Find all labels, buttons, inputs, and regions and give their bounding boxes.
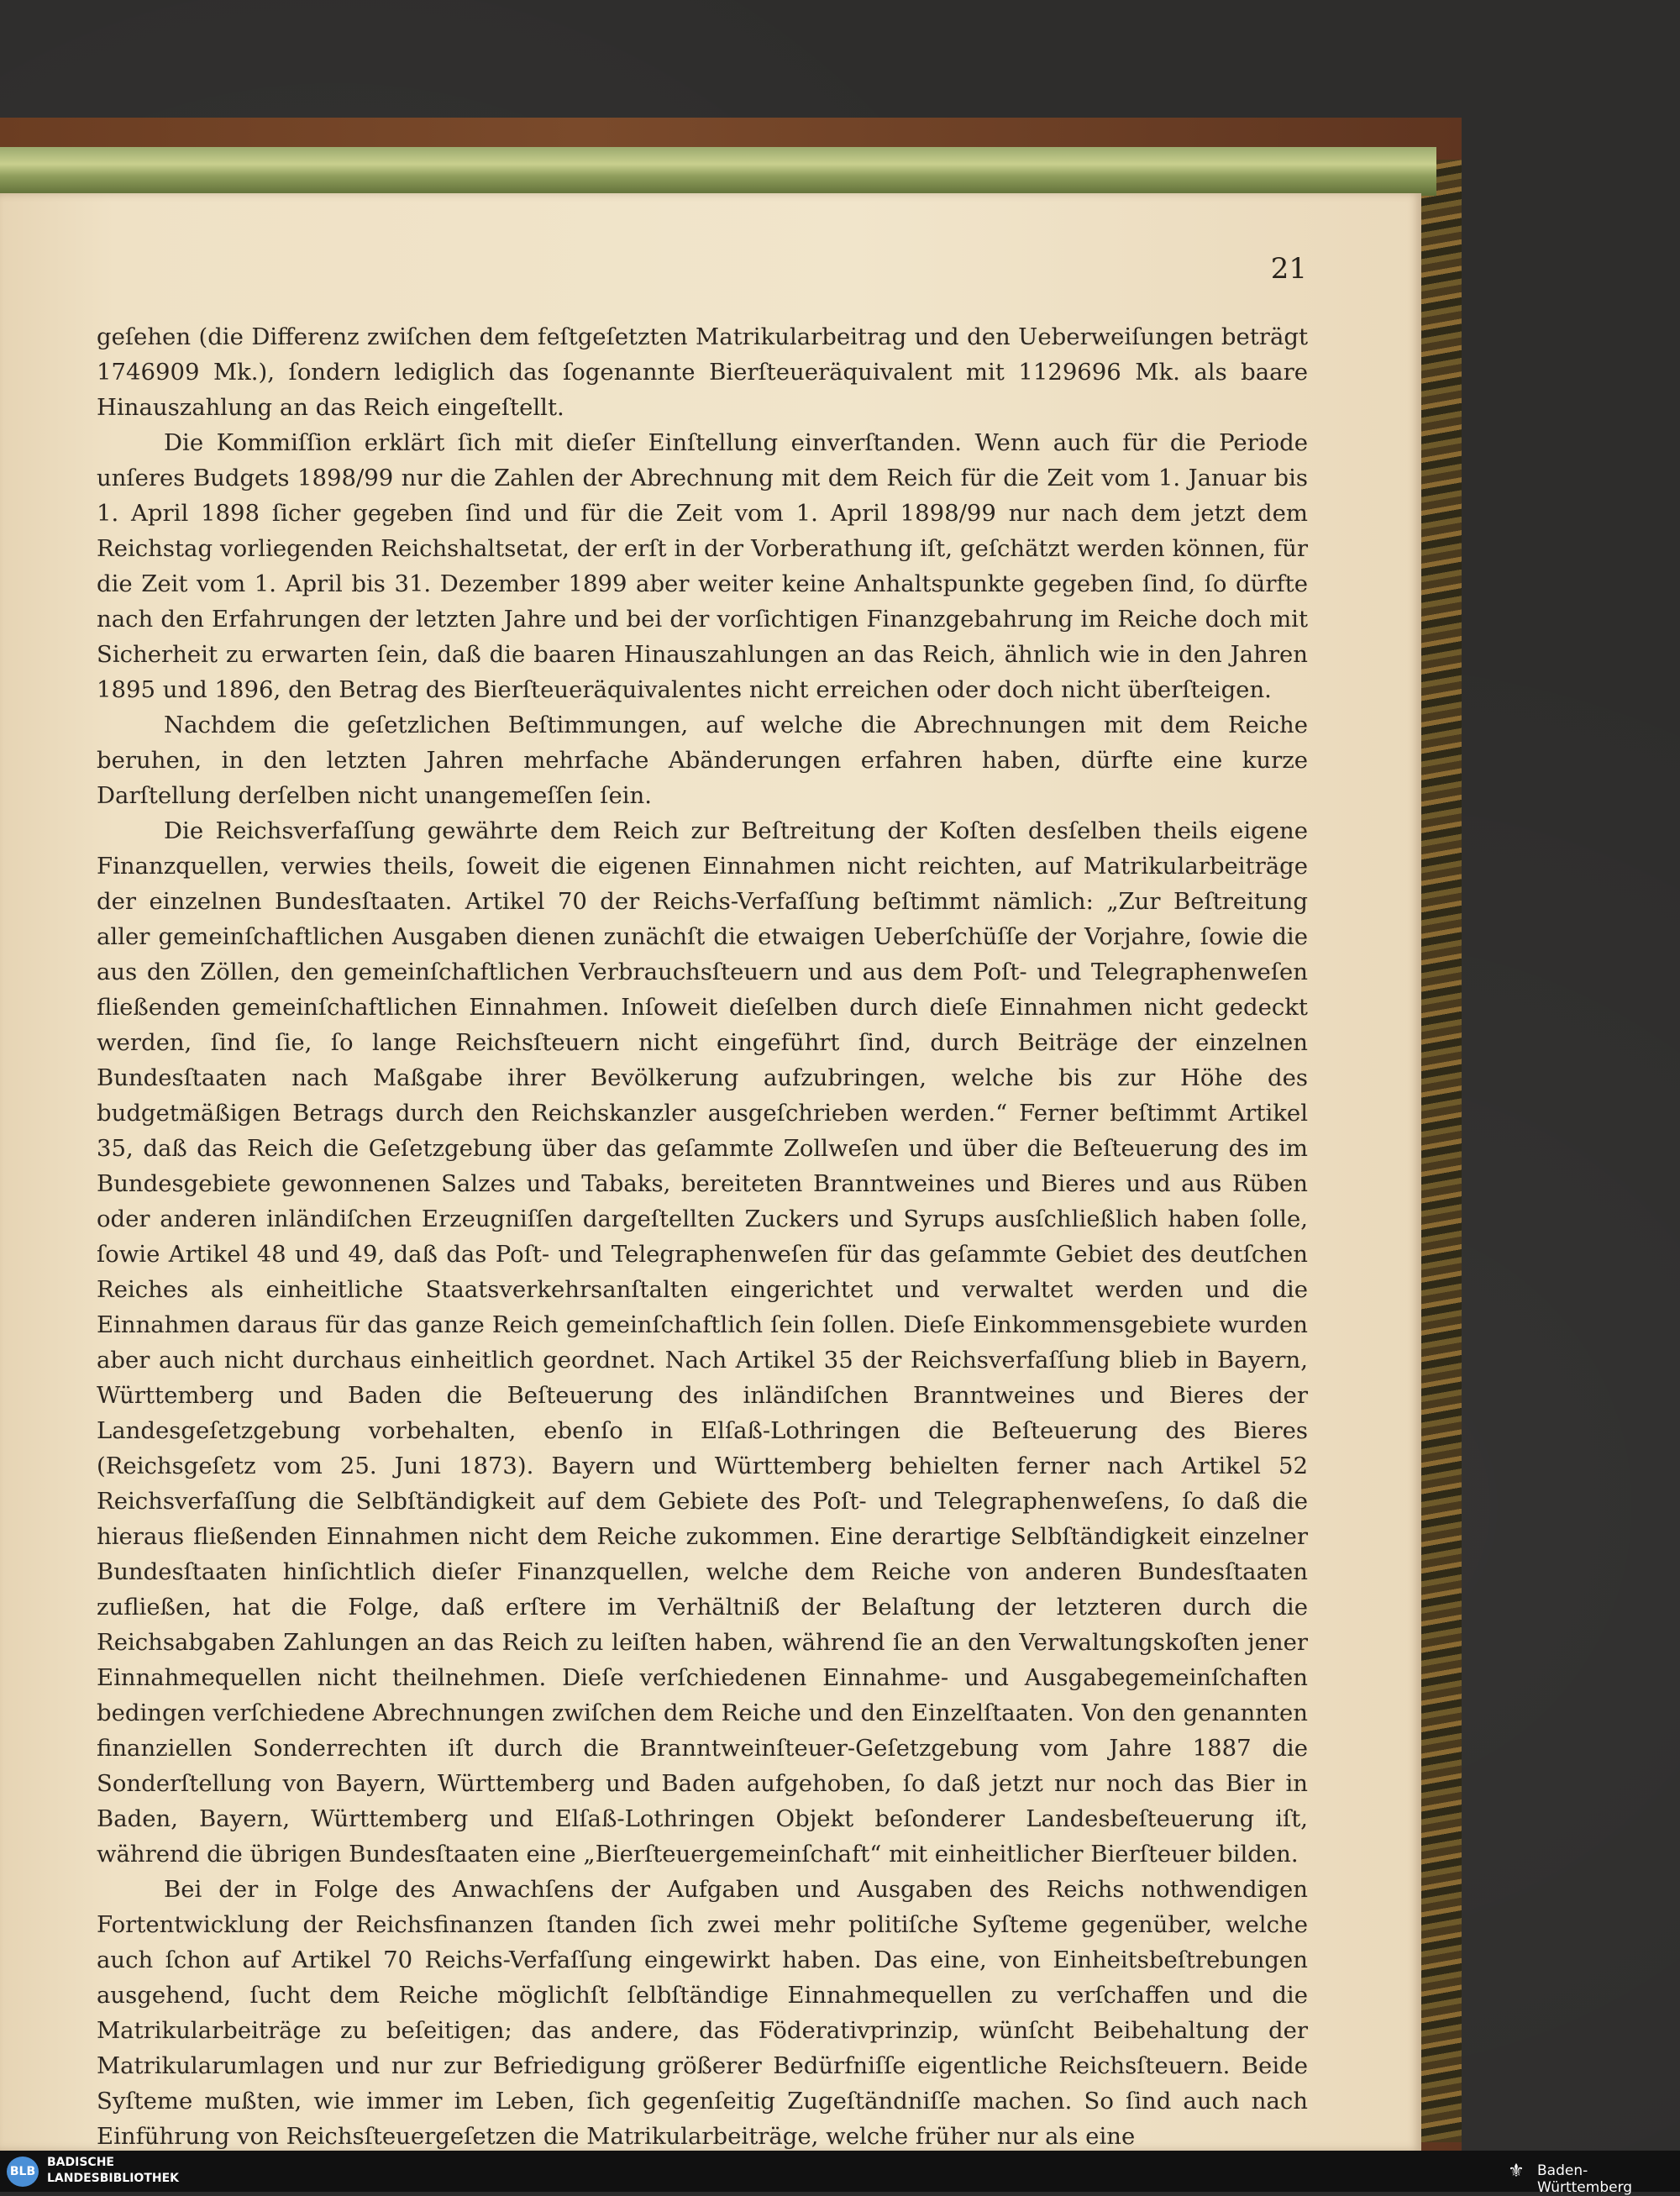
blb-logo[interactable]: BLB <box>7 2157 39 2187</box>
library-name <box>47 2155 179 2187</box>
marbled-page-edge <box>1420 160 1462 2142</box>
state-name[interactable]: Baden-Württemberg <box>1537 2162 1633 2196</box>
library-name-line2: LANDESBIBLIOTHEK <box>47 2172 180 2185</box>
library-name-line1: BADISCHE <box>47 2156 114 2169</box>
paragraph-1: geſehen (die Differenz zwiſchen dem feſtgeſetzten Matrikularbeitrag und den Ueberweiſungen beträgt 1746909 Mk.), ſondern lediglich das ſogenannte Bierſteueräquivalent mit 1129696 Mk. als baare Hinauszahlung an das Reich eingeſtellt. <box>97 323 1308 421</box>
body-text <box>97 319 1308 2154</box>
coat-of-arms-icon: ⚜ <box>1508 2161 1525 2182</box>
paragraph-4: Die Reichsverfaſſung gewährte dem Reich zur Beſtreitung der Koſten desſelben theils eigene Finanzquellen, verwies theils, ſoweit die eigenen Einnahmen nicht reichten, auf Matrikularbeiträge der einzelnen Bundesſtaaten. Artikel 70 der Reichs-Verfaſſung beſtimmt nämlich: „Zur Beſtreitung aller gemeinſchaftlichen Ausgaben dienen zunächſt die etwaigen Ueberſchüſſe der Vorjahre, ſowie die aus den Zöllen, den gemeinſchaftlichen Verbrauchsſteuern und aus dem Poſt- und Telegraphenweſen fließenden gemeinſchaftlichen Einnahmen. Inſoweit dieſelben durch dieſe Einnahmen nicht gedeckt werden, ſind ſie, ſo lange Reichsſteuern nicht eingeführt ſind, durch Beiträge der einzelnen Bundesſtaaten nach Maßgabe ihrer Bevölkerung aufzubringen, welche bis zur Höhe des budgetmäßigen Betrags durch den Reichskanzler ausgeſchrieben werden.“ Ferner beſtimmt Artikel 35, daß das Reich die Geſetzgebung über das geſammte Zollweſen und über die Beſteuerung des im Bundesgebiete gewonnenen Salzes und Tabaks, bereiteten Branntweines und Bieres und aus Rüben oder anderen inländiſchen Erzeugniſſen dargeſtellten Zuckers und Syrups ausſchließlich haben ſolle, ſowie Artikel 48 und 49, daß das Poſt- und Telegraphenweſen für das geſammte Gebiet des deutſchen Reiches als einheitliche Staatsverkehrsanſtalten eingerichtet und verwaltet werden und die Einnahmen daraus für das ganze Reich gemeinſchaftlich ſein ſollen. Dieſe Einkommensgebiete wurden aber auch nicht durchaus einheitlich geordnet. Nach Artikel 35 der Reichsverfaſſung blieb in Bayern, Württemberg und Baden die Beſteuerung des inländiſchen Branntweines und Bieres der Landesgeſetzgebung vorbehalten, ebenſo in Elſaß-Lothringen die Beſteuerung des Bieres (Reichsgeſetz vom 25. Juni 1873). Bayern und Württemberg behielten ferner nach Artikel 52 Reichsverfaſſung die Selbſtändigkeit auf dem Gebiete des Poſt- und Telegraphenweſens, ſo daß die hieraus fließenden Einnahmen nicht dem Reiche zukommen. Eine derartige Selbſtändigkeit einzelner Bundesſtaaten hinſichtlich dieſer Finanzquellen, welche dem Reiche von anderen Bundesſtaaten zufließen, hat die Folge, daß erſtere im Verhältniß der Belaſtung der letzteren durch die Reichsabgaben Zahlungen an das Reich zu leiſten haben, während ſie an den Verwaltungskoſten jener Einnahmequellen nicht theilnehmen. Dieſe verſchiedenen Einnahme- und Ausgabegemeinſchaften bedingen verſchiedene Abrechnungen zwiſchen dem Reiche und den Einzelſtaaten. Von den genannten finanziellen Sonderrechten iſt durch die Branntweinſteuer-Geſetzgebung vom Jahre 1887 die Sonderſtellung von Bayern, Württemberg und Baden aufgehoben, ſo daß jetzt nur noch das Bier in Baden, Bayern, Württemberg und Elſaß-Lothringen Objekt beſonderer Landesbeſteuerung iſt, während die übrigen Bundesſtaaten eine „Bierſteuergemeinſchaft“ mit einheitlicher Bierſteuer bilden. <box>97 817 1308 1868</box>
page-number: 21 <box>1270 252 1307 286</box>
paragraph-2: Die Kommiſſion erklärt ſich mit dieſer Einſtellung einverſtanden. Wenn auch für die Periode unſeres Budgets 1898/99 nur die Zahlen der Abrechnung mit dem Reich für die Zeit vom 1. Januar bis 1. April 1898 ſicher gegeben ſind und für die Zeit vom 1. April 1898/99 nur nach dem jetzt dem Reichstag vorliegenden Reichshaltsetat, der erſt in der Vorberathung iſt, geſchätzt werden können, für die Zeit vom 1. April bis 31. Dezember 1899 aber weiter keine Anhaltspunkte gegeben ſind, ſo dürfte nach den Erfahrungen der letzten Jahre und bei der vorſichtigen Finanzgebahrung im Reiche doch mit Sicherheit zu erwarten ſein, daß die baaren Hinauszahlungen an das Reich, ähnlich wie in den Jahren 1895 und 1896, den Betrag des Bierſteueräquivalentes nicht erreichen oder doch nicht überſteigen. <box>97 429 1308 703</box>
paragraph-5: Bei der in Folge des Anwachſens der Aufgaben und Ausgaben des Reichs nothwendigen Fortentwicklung der Reichsfinanzen ſtanden ſich zwei mehr politiſche Syſteme gegenüber, welche auch ſchon auf Artikel 70 Reichs-Verfaſſung eingewirkt haben. Das eine, von Einheitsbeſtrebungen ausgehend, ſucht dem Reiche möglichſt ſelbſtändige Einnahmequellen zu verſchaffen und die Matrikularbeiträge zu beſeitigen; das andere, das Föderativprinzip, wünſcht Beibehaltung der Matrikularumlagen und nur zur Befriedigung größerer Bedürfniſſe eigentliche Reichsſteuern. Beide Syſteme mußten, wie immer im Leben, ſich gegenſeitig Zugeſtändniſſe machen. So ſind auch nach Einführung von Reichsſteuergeſetzen die Matrikularbeiträge, welche früher nur als eine <box>97 1876 1308 2150</box>
paragraph-3: Nachdem die geſetzlichen Beſtimmungen, auf welche die Abrechnungen mit dem Reiche beruhen, in den letzten Jahren mehrfache Abänderungen erfahren haben, dürfte eine kurze Darſtellung derſelben nicht unangemeſſen ſein. <box>97 712 1308 809</box>
document-page <box>0 193 1421 2151</box>
viewer-footer <box>0 2151 1680 2196</box>
green-page-edge <box>0 147 1436 196</box>
